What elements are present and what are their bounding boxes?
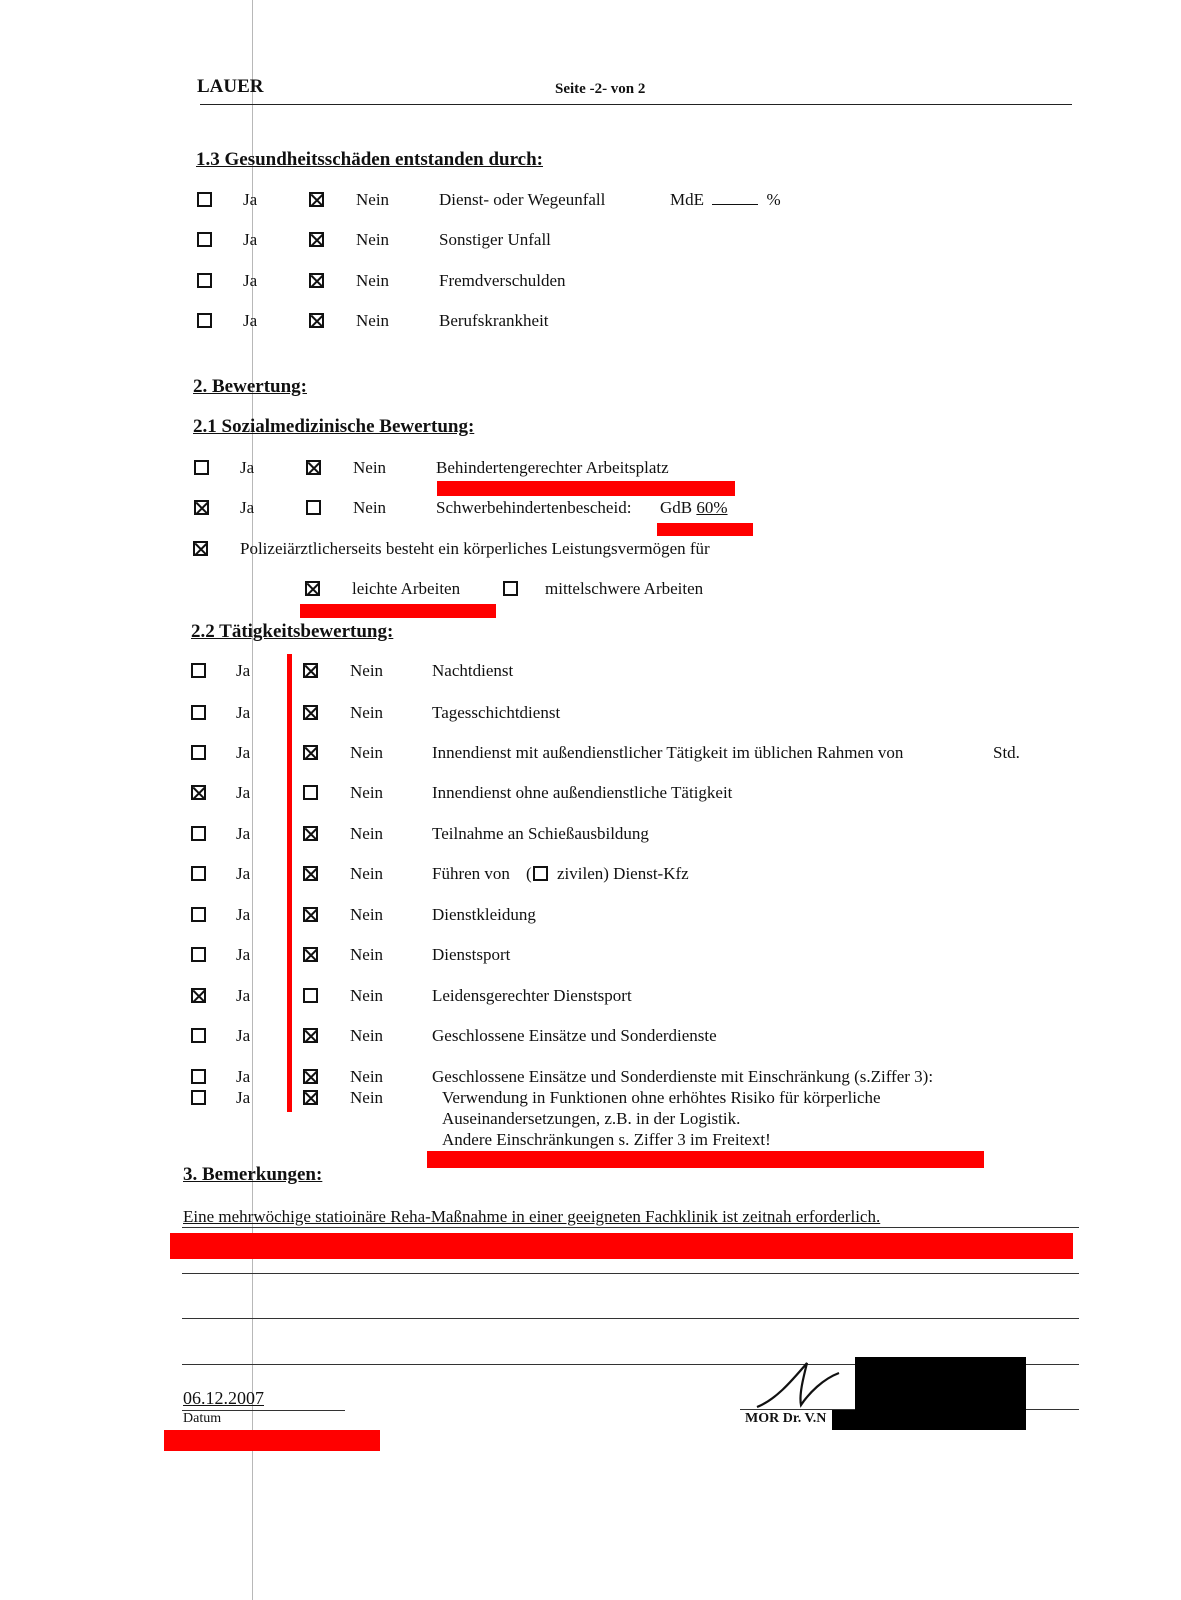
mde-input-line[interactable] — [712, 190, 758, 205]
nein-label: Nein — [350, 1026, 384, 1045]
row-label: Berufskrankheit — [439, 311, 549, 330]
vehicle-type-label: zivilen) Dienst-Kfz — [557, 864, 689, 883]
ja-checkbox[interactable] — [194, 500, 209, 515]
vehicle-paren: ( — [526, 864, 532, 883]
ja-label: Ja — [236, 743, 251, 762]
ja-checkbox[interactable] — [191, 907, 206, 922]
blackout-redaction — [855, 1357, 1026, 1430]
gdb-value: 60% — [696, 498, 728, 517]
nein-checkbox[interactable] — [309, 273, 324, 288]
redaction-bar — [657, 523, 753, 536]
row-label: Nachtdienst — [432, 661, 514, 680]
gdb-field — [660, 498, 728, 518]
remark-rule — [182, 1318, 1079, 1319]
ja-label: Ja — [243, 311, 258, 330]
nein-label: Nein — [350, 905, 384, 924]
nein-label: Nein — [356, 190, 390, 209]
ja-label: Ja — [236, 864, 251, 883]
ja-checkbox[interactable] — [191, 1069, 206, 1084]
remark-rule — [182, 1273, 1079, 1274]
ja-checkbox[interactable] — [197, 192, 212, 207]
civil-vehicle-checkbox[interactable] — [533, 866, 548, 881]
row-label: Fremdverschulden — [439, 271, 566, 290]
nein-checkbox[interactable] — [309, 232, 324, 247]
nein-checkbox[interactable] — [303, 988, 318, 1003]
row-label: Innendienst ohne außendienstliche Tätigkeit — [432, 783, 733, 802]
vehicle-type-field — [526, 864, 532, 884]
blackout-redaction — [832, 1410, 880, 1430]
page-number: Seite -2- von 2 — [555, 81, 646, 97]
hours-unit: Std. — [993, 743, 1020, 762]
nein-checkbox[interactable] — [303, 745, 318, 760]
ja-checkbox[interactable] — [191, 988, 206, 1003]
mde-unit: % — [766, 190, 781, 209]
ja-checkbox[interactable] — [191, 866, 206, 881]
nein-label: Nein — [350, 1088, 384, 1107]
section-2-title: 2. Bewertung: — [193, 376, 307, 397]
signer-name: MOR Dr. V.N — [745, 1411, 827, 1426]
redaction-bar — [170, 1233, 1073, 1259]
date-label: Datum — [183, 1411, 222, 1426]
nein-label: Nein — [350, 1067, 384, 1086]
row-label: Dienstkleidung — [432, 905, 536, 924]
redaction-bar — [437, 481, 735, 496]
nein-checkbox[interactable] — [303, 1028, 318, 1043]
medium-work-checkbox[interactable] — [503, 581, 518, 596]
nein-checkbox[interactable] — [309, 192, 324, 207]
medium-work-label: mittelschwere Arbeiten — [545, 579, 704, 598]
restriction-continuation-2: Andere Einschränkungen s. Ziffer 3 im Freitext! — [442, 1130, 771, 1149]
nein-checkbox[interactable] — [303, 1090, 318, 1105]
ja-label: Ja — [236, 986, 251, 1005]
ja-checkbox[interactable] — [191, 826, 206, 841]
ja-label: Ja — [236, 945, 251, 964]
nein-label: Nein — [350, 986, 384, 1005]
mde-label: MdE — [670, 190, 704, 209]
nein-checkbox[interactable] — [303, 866, 318, 881]
nein-checkbox[interactable] — [303, 663, 318, 678]
ja-checkbox[interactable] — [191, 947, 206, 962]
nein-checkbox[interactable] — [303, 785, 318, 800]
redaction-bar — [164, 1430, 380, 1451]
ja-label: Ja — [243, 271, 258, 290]
ja-label: Ja — [236, 661, 251, 680]
gdb-label: GdB — [660, 498, 693, 517]
ja-checkbox[interactable] — [191, 785, 206, 800]
nein-label: Nein — [356, 311, 390, 330]
light-work-label: leichte Arbeiten — [352, 579, 461, 598]
remark-rule — [182, 1227, 1079, 1228]
row-label: Teilnahme an Schießausbildung — [432, 824, 649, 843]
row-label: Behindertengerechter Arbeitsplatz — [436, 458, 669, 477]
remark-line-1: Eine mehrwöchige statioinäre Reha-Maßnahme in einer geeigneten Fachklinik ist zeitnah erforderlich. — [183, 1207, 881, 1226]
section-1-3-title: 1.3 Gesundheitsschäden entstanden durch: — [196, 149, 544, 170]
row-label: Sonstiger Unfall — [439, 230, 551, 249]
row-label: Geschlossene Einsätze und Sonderdienste — [432, 1026, 717, 1045]
row-label: Tagesschichtdienst — [432, 703, 561, 722]
ja-checkbox[interactable] — [191, 663, 206, 678]
nein-checkbox[interactable] — [303, 947, 318, 962]
nein-label: Nein — [350, 661, 384, 680]
nein-label: Nein — [350, 783, 384, 802]
nein-label: Nein — [353, 458, 387, 477]
row-label: Leidensgerechter Dienstsport — [432, 986, 632, 1005]
ja-checkbox[interactable] — [197, 273, 212, 288]
nein-label: Nein — [350, 945, 384, 964]
ja-checkbox[interactable] — [194, 460, 209, 475]
ja-label: Ja — [236, 824, 251, 843]
nein-checkbox[interactable] — [303, 907, 318, 922]
ja-label: Ja — [240, 498, 255, 517]
section-2-2-title: 2.2 Tätigkeitsbewertung: — [191, 621, 394, 642]
light-work-checkbox[interactable] — [305, 581, 320, 596]
section-2-1-title: 2.1 Sozialmedizinische Bewertung: — [193, 416, 475, 437]
row-label: Innendienst mit außendienstlicher Tätigkeit im üblichen Rahmen von — [432, 743, 904, 762]
header-rule — [200, 104, 1072, 105]
row-label: Verwendung in Funktionen ohne erhöhtes Risiko für körperliche — [442, 1088, 881, 1107]
nein-checkbox[interactable] — [303, 705, 318, 720]
ja-checkbox[interactable] — [197, 232, 212, 247]
row-label: Dienst- oder Wegeunfall — [439, 190, 606, 209]
row-label: Führen von — [432, 864, 510, 883]
redaction-bar — [287, 654, 292, 1112]
nein-label: Nein — [350, 743, 384, 762]
nein-label: Nein — [356, 230, 390, 249]
signature-date: 06.12.2007 — [183, 1388, 264, 1408]
nein-checkbox[interactable] — [303, 1069, 318, 1084]
ja-checkbox[interactable] — [191, 705, 206, 720]
police-checkbox[interactable] — [193, 541, 208, 556]
header-brand: LAUER — [197, 76, 264, 97]
redaction-bar — [427, 1151, 984, 1168]
ja-label: Ja — [236, 1088, 251, 1107]
nein-label: Nein — [350, 703, 384, 722]
nein-label: Nein — [350, 824, 384, 843]
ja-label: Ja — [236, 703, 251, 722]
nein-label: Nein — [350, 864, 384, 883]
row-label: Geschlossene Einsätze und Sonderdienste mit Einschränkung (s.Ziffer 3): — [432, 1067, 934, 1086]
ja-checkbox[interactable] — [191, 1028, 206, 1043]
ja-label: Ja — [240, 458, 255, 477]
ja-label: Ja — [236, 1067, 251, 1086]
nein-label: Nein — [353, 498, 387, 517]
ja-label: Ja — [236, 905, 251, 924]
section-3-title: 3. Bemerkungen: — [183, 1164, 323, 1185]
row-label: Dienstsport — [432, 945, 511, 964]
ja-label: Ja — [236, 783, 251, 802]
ja-checkbox[interactable] — [191, 1090, 206, 1105]
redaction-bar — [300, 604, 496, 618]
ja-label: Ja — [243, 190, 258, 209]
mde-field — [670, 190, 781, 210]
ja-label: Ja — [236, 1026, 251, 1045]
restriction-continuation-1: Auseinandersetzungen, z.B. in der Logistik. — [442, 1109, 741, 1128]
nein-label: Nein — [356, 271, 390, 290]
row-label: Schwerbehindertenbescheid: — [436, 498, 632, 517]
police-capacity-text: Polizeiärztlicherseits besteht ein körperliches Leistungsvermögen für — [240, 539, 710, 558]
ja-checkbox[interactable] — [197, 313, 212, 328]
nein-checkbox[interactable] — [303, 826, 318, 841]
nein-checkbox[interactable] — [309, 313, 324, 328]
ja-label: Ja — [243, 230, 258, 249]
nein-checkbox[interactable] — [306, 500, 321, 515]
signature-scribble — [755, 1355, 865, 1415]
nein-checkbox[interactable] — [306, 460, 321, 475]
ja-checkbox[interactable] — [191, 745, 206, 760]
